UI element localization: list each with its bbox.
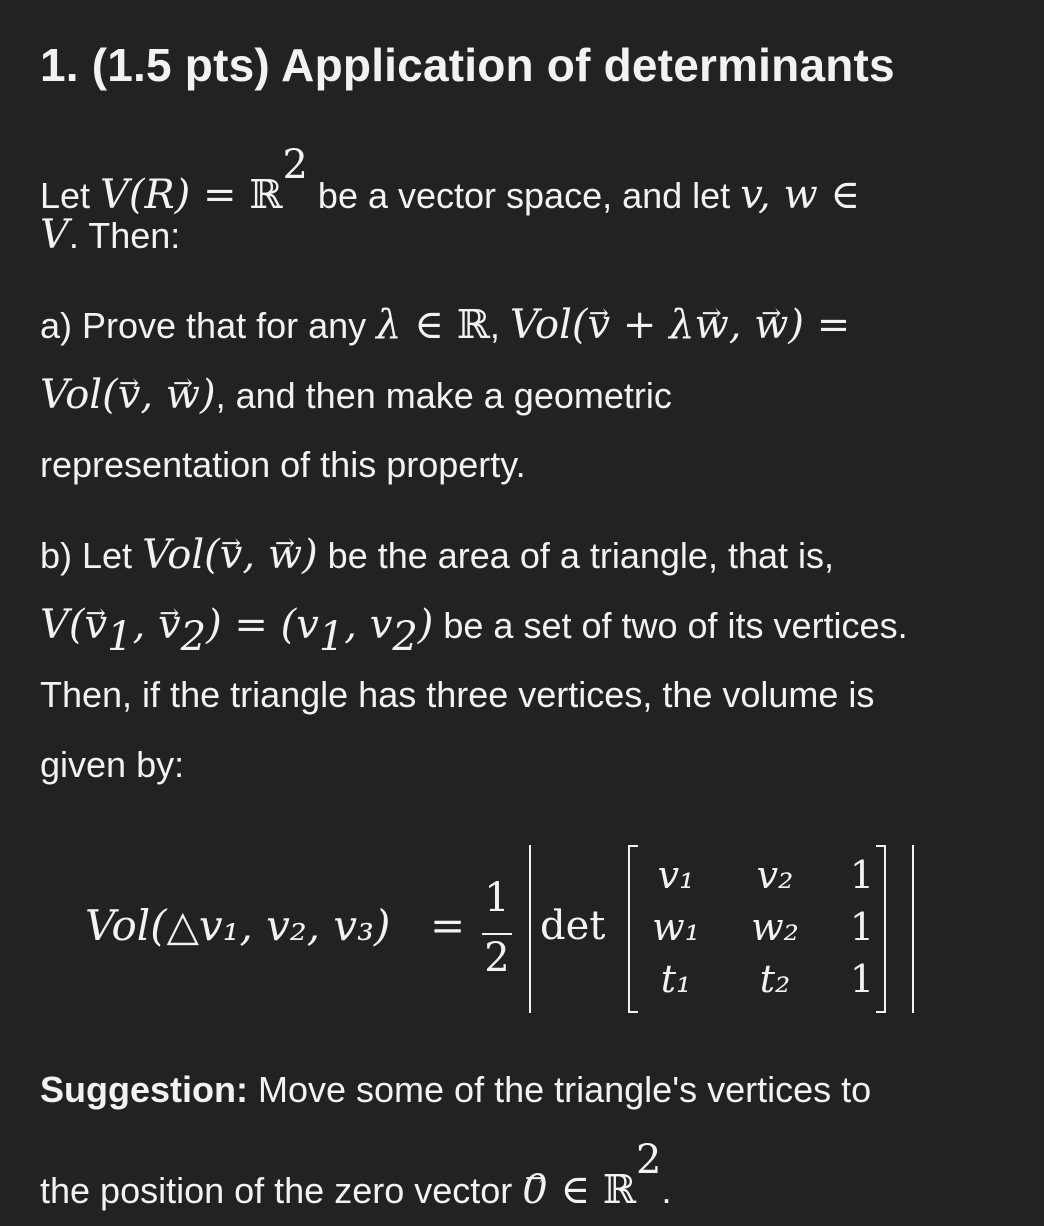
vol-label: Vol [509,302,572,348]
vol-label: Vol [40,372,103,418]
fraction-denominator: 2 [484,935,510,981]
part-b-text-3: be a set of two of its vertices. [433,605,908,646]
volume-formula [0,835,1044,1020]
part-a-text-1: a) Prove that for any [40,305,377,346]
intro-text-3: . Then: [68,215,181,256]
part-a-line-2: Vol(→ v, → w), and then make a geometric [40,360,1010,430]
part-b-line-4: given by: [40,744,185,785]
suggestion-text-1: Move some of the triangle's vertices to [247,1069,872,1110]
matrix-cell: w₂ [751,905,799,949]
exponent: 2 [636,1137,662,1183]
suggestion-label: Suggestion: [40,1069,248,1110]
reals-symbol: ℝ [602,1167,637,1213]
suggestion-text-2: the position of the zero vector [40,1170,523,1211]
problem-title: 1. (1.5 pts) Application of determinants [40,39,895,91]
part-b-line-1: b) Let Vol(→ v, → w) be the area of a triangle, that is, [40,520,1010,590]
vol-label: Vol [142,532,205,578]
intro-line-1 [40,130,1010,218]
plus-lambda: + λ [622,302,695,348]
fraction-numerator: 1 [484,875,510,921]
abs-bar-right [912,845,914,1013]
vec-w: → w [694,290,728,360]
vec-w: → w [754,290,788,360]
reals-symbol: ℝ [249,172,283,218]
suggestion-line-1 [40,1055,1010,1125]
comma: , [489,305,510,346]
vec-v2: → v [158,590,181,660]
part-a-text-2: , and then make a geometric [215,375,672,416]
lambda-in: λ ∈ [376,302,457,348]
equals: = [804,302,851,348]
part-a-line-3: representation of this property. [40,444,526,485]
element-of: ∈ [547,1167,603,1213]
vec-v1: → v [85,590,108,660]
matrix-cell: t₂ [759,957,791,1001]
intro-eq: = [190,172,250,218]
reals-symbol: ℝ [456,302,490,348]
det-operator: det [540,903,606,949]
intro-math-V: V [40,212,69,258]
period: . [661,1170,672,1211]
part-a-line-1: a) Prove that for any λ ∈ ℝ, Vol(→ v + λ→ w, → w) = [40,290,1010,360]
matrix-cell: v₁ [657,853,695,897]
matrix-cell: 1 [849,853,875,897]
matrix-bracket-right [876,845,886,1013]
formula-equals: = [430,901,466,950]
vec-v: → v [588,290,611,360]
exponent: 2 [282,142,308,188]
suggestion-paragraph [40,1055,1010,1213]
abs-bar-left [529,845,531,1013]
part-b-line-3: Then, if the triangle has three vertices, the volume is [40,674,875,715]
intro-paragraph [40,130,1010,270]
matrix-cell: 1 [849,905,875,949]
part-a-paragraph [40,290,1010,500]
suggestion-line-2 [40,1125,1010,1213]
zero-vector: → 0 [522,1155,547,1225]
vec-w: → w [268,520,302,590]
matrix-cell: v₂ [756,853,794,897]
intro-math-space: V(R) [100,172,191,218]
vec-w: → w [166,360,200,430]
matrix-cell: 1 [849,957,875,1001]
intro-math-vw: v, w ∈ [740,172,861,218]
rhs-open: = (v [221,602,319,648]
matrix-cell: w₁ [652,905,700,949]
intro-text-1: Let [40,175,101,216]
part-b-paragraph [40,520,1010,800]
part-b-line-2: $V(\to v_1$, → $v_2) = (v_1$, $v_2$) be a set of two of its vertices. [40,590,1010,660]
formula-lhs: Vol(△v₁, v₂, v₃) [85,901,391,950]
math-V: V [40,602,69,648]
part-b-text-1: b) Let [40,535,143,576]
vec-v: → v [118,360,141,430]
vec-v: → v [220,520,243,590]
intro-text-2: be a vector space, and let [307,175,741,216]
part-b-text-2: be the area of a triangle, that is, [317,535,834,576]
matrix-cell: t₁ [660,957,692,1001]
